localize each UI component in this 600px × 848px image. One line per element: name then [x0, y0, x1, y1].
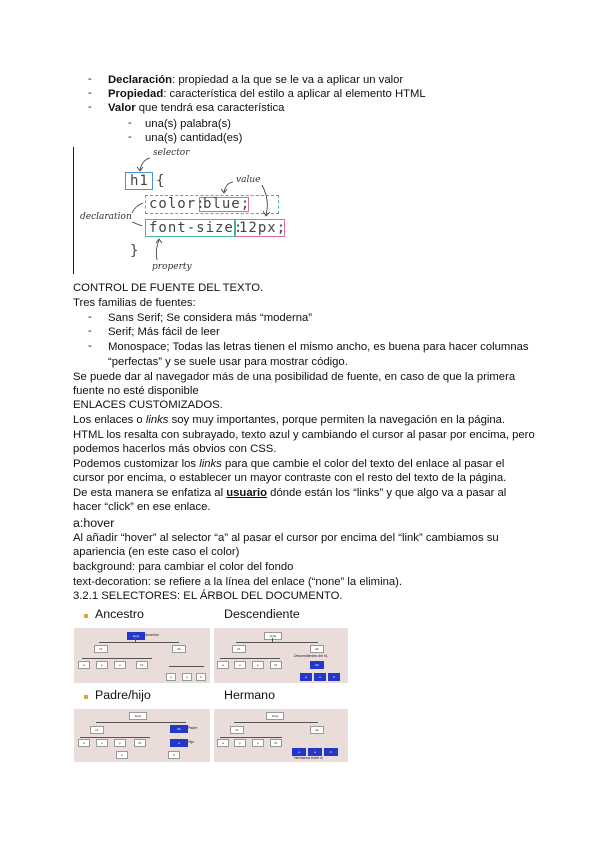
code-value-blue: blue; [203, 196, 251, 212]
declaration-label: declaration [80, 212, 132, 222]
tree-node: div [310, 726, 324, 734]
links-p6: De esta manera se enfatiza al usuario dónde están los “links” y que algo va a pasar al [73, 487, 507, 499]
code-selector: h1 [130, 173, 149, 189]
tree-node: b [168, 751, 180, 759]
bullet-dash: - [88, 325, 92, 337]
tree-node: a [78, 739, 90, 747]
list-item-propiedad: Propiedad: característica del estilo a aplicar al elemento HTML [108, 88, 426, 100]
links-p5: cursor por encima, o establecer un mayor contraste con el resto del texto de la página. [73, 472, 507, 484]
links-p3: podemos hacerlos más obvios con CSS. [73, 443, 277, 455]
tree-node: p [252, 739, 264, 747]
font-item-mono-cont: “perfectas” y se suele usar para mostrar código. [108, 356, 348, 368]
tree-node: a [217, 739, 229, 747]
tree-node: h1 [270, 661, 282, 669]
code-value-12px: 12px; [239, 220, 287, 236]
tree-node: a [182, 673, 192, 681]
links-p2: HTML los resalta con subrayado, texto azul y cambiando el cursor al pasar por encima, pero [73, 429, 535, 441]
tree-label-padre: Padre [188, 726, 198, 730]
tree-padre-hijo [74, 709, 210, 762]
tree-hermano [214, 709, 348, 762]
label-hermano: Hermano [224, 688, 275, 702]
tree-node: div [172, 645, 186, 653]
hover-title: a:hover [73, 516, 115, 530]
tree-node: body [266, 712, 284, 720]
tree-label-hijo: Hijo [188, 740, 195, 744]
value-label: value [236, 175, 261, 185]
code-brace-open: { [156, 173, 166, 189]
tree-node: h1 [136, 661, 148, 669]
sublist-item: una(s) cantidad(es) [145, 132, 243, 144]
tree-node-selected: b [324, 748, 338, 756]
tree-ancestro [74, 628, 210, 683]
bullet-dash: - [88, 311, 92, 323]
tree-node: h1 [94, 645, 108, 653]
fonts-intro: Tres familias de fuentes: [73, 297, 196, 309]
bullet-square [84, 695, 88, 699]
code-brace-close: } [130, 243, 140, 259]
value-box [199, 197, 249, 212]
tree-node: h1 [134, 739, 146, 747]
code-property-color: color: [149, 196, 206, 212]
bullet-square [84, 614, 88, 618]
bullet-dash: - [128, 117, 132, 129]
label-padre-hijo: Padre/hijo [95, 688, 151, 702]
links-p11: text-decoration: se refiere a la línea del enlace (“none” la elimina). [73, 576, 403, 588]
tree-label-hermanos: Hermanos entre si [294, 756, 323, 760]
links-p4: Podemos customizar los links para que cambie el color del texto del enlace al pasar el [73, 458, 505, 470]
bullet-dash: - [88, 87, 92, 99]
tree-node-selected: a [170, 739, 188, 747]
tree-node-selected: div [170, 725, 188, 733]
fonts-para-2: fuente no esté disponible [73, 385, 199, 397]
value-box-2 [235, 219, 285, 237]
tree-label-descendientes: Descendientes del h1 [294, 654, 328, 658]
links-p1: Los enlaces o links soy muy importantes, porque permiten la navegación en la página. [73, 414, 506, 426]
tree-node: h1 [230, 726, 244, 734]
property-box [145, 219, 235, 237]
links-p7: hacer “click” en ese enlace. [73, 501, 211, 513]
tree-node: h1 [90, 726, 104, 734]
links-p9: apariencia (en este caso el color) [73, 546, 240, 558]
links-p10: background: para cambiar el color del fondo [73, 561, 294, 573]
selector-box [125, 172, 153, 190]
tree-node: body [264, 632, 282, 640]
list-item-declaracion: Declaración: propiedad a la que se le va a aplicar un valor [108, 74, 404, 86]
font-item-mono: Monospace; Todas las letras tienen el mismo ancho, es buena para hacer columnas [108, 341, 529, 353]
bullet-dash: - [88, 101, 92, 113]
tree-node-selected: b [328, 673, 340, 681]
bullet-dash: - [88, 340, 92, 352]
tree-node: p [96, 739, 108, 747]
bullet-dash: - [88, 73, 92, 85]
tree-node-selected: a [314, 673, 326, 681]
bullet-dash: - [128, 131, 132, 143]
label-descendiente: Descendiente [224, 607, 300, 621]
tree-node-selected: a [300, 673, 312, 681]
code-property-font-size: font-size: [149, 220, 244, 236]
tree-node: body [129, 712, 147, 720]
tree-label-ancestro: Ancestro [145, 633, 159, 637]
quote-bar [73, 147, 74, 274]
selector-label: selector [153, 148, 190, 158]
label-ancestro: Ancestro [95, 607, 144, 621]
tree-node: p [234, 661, 246, 669]
tree-node: p [114, 661, 126, 669]
font-item-sans: Sans Serif; Se considera más “moderna” [108, 312, 313, 324]
heading-links: ENLACES CUSTOMIZADOS. [73, 399, 223, 411]
tree-node: h1 [232, 645, 246, 653]
heading-selectors: 3.2.1 SELECTORES: EL ÁRBOL DEL DOCUMENTO. [73, 590, 343, 602]
property-label: property [152, 262, 192, 272]
heading-fonts: CONTROL DE FUENTE DEL TEXTO. [73, 282, 264, 294]
tree-node: body [127, 632, 145, 640]
tree-node: p [96, 661, 108, 669]
tree-descendiente [214, 628, 348, 683]
links-p8: Al añadir “hover” al selector “a” al pasar el cursor por encima del “link” cambiamos su [73, 532, 499, 544]
tree-node: b [196, 673, 206, 681]
tree-node: a [166, 673, 176, 681]
tree-node: a [78, 661, 90, 669]
tree-node: a [116, 751, 128, 759]
tree-node: p [114, 739, 126, 747]
tree-node-selected: a [292, 748, 306, 756]
tree-node: p [234, 739, 246, 747]
font-item-serif: Serif; Más fácil de leer [108, 326, 220, 338]
sublist-item: una(s) palabra(s) [145, 118, 232, 130]
fonts-para-1: Se puede dar al navegador más de una posibilidad de fuente, en caso de que la primera [73, 371, 516, 383]
tree-node: a [217, 661, 229, 669]
tree-node: p [252, 661, 264, 669]
declaration-box [145, 195, 279, 214]
tree-node-selected: a [308, 748, 322, 756]
tree-node: h1 [270, 739, 282, 747]
tree-node: div [310, 645, 324, 653]
tree-node-selected: div [310, 661, 324, 669]
list-item-valor: Valor que tendrá esa característica [108, 102, 285, 114]
